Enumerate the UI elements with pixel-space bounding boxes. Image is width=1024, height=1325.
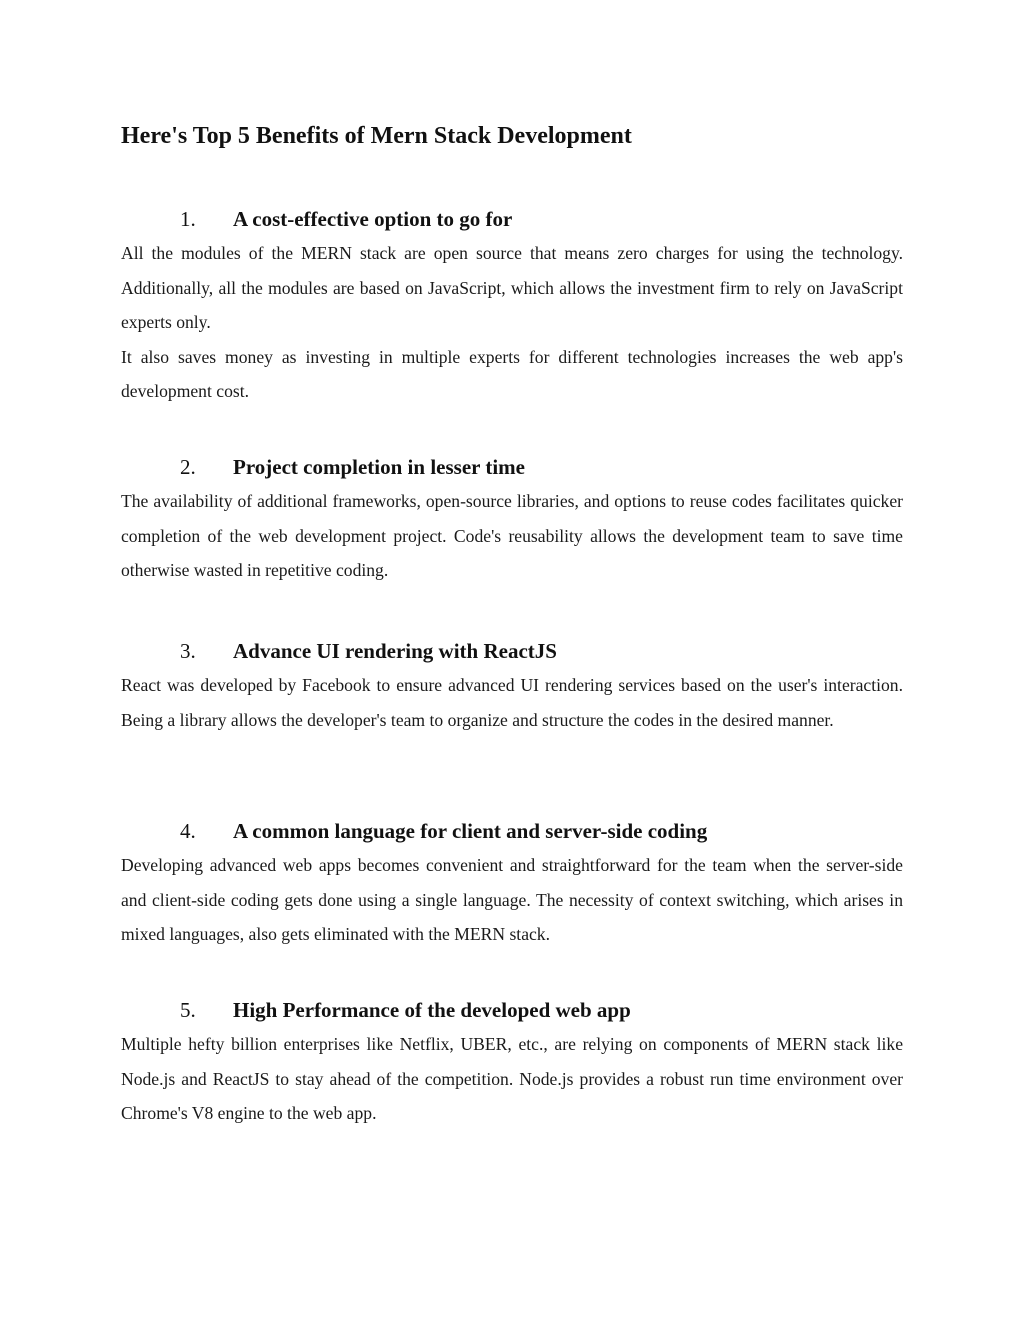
section-paragraph: React was developed by Facebook to ensure advanced UI rendering services based on the user's interaction. Being a library allows the developer's team to organize and structure the codes in the desired manner. [121, 675, 903, 730]
section-title: High Performance of the developed web app [233, 998, 631, 1022]
section-project-completion [121, 450, 903, 588]
section-number: 2. [180, 455, 196, 479]
section-heading [121, 634, 903, 668]
section-number: 4. [180, 819, 196, 843]
section-paragraph: It also saves money as investing in multiple experts for different technologies increases the web app's development cost. [121, 346, 903, 402]
section-title: Project completion in lesser time [233, 455, 525, 479]
section-heading [121, 450, 903, 484]
section-title: A cost-effective option to go for [233, 207, 513, 231]
section-high-performance [121, 993, 903, 1131]
section-paragraph: All the modules of the MERN stack are open source that means zero charges for using the technology. Additionally, all the modules are based on JavaScript, which allows the investment firm to rely on JavaScript experts only. [121, 243, 903, 333]
section-number: 5. [180, 998, 196, 1022]
section-heading [121, 202, 903, 236]
section-cost-effective [121, 202, 903, 409]
section-title: A common language for client and server-side coding [233, 819, 708, 843]
section-paragraph: The availability of additional frameworks, open-source libraries, and options to reuse codes facilitates quicker completion of the web development project. Code's reusability allows the development team to save time otherwise wasted in repetitive coding. [121, 491, 903, 581]
section-paragraph: Multiple hefty billion enterprises like Netflix, UBER, etc., are relying on components of MERN stack like Node.js and ReactJS to stay ahead of the competition. Node.js provides a robust run time environment over Chrome's V8 engine to the web app. [121, 1034, 903, 1124]
section-paragraph: Developing advanced web apps becomes convenient and straightforward for the team when the server-side and client-side coding gets done using a single language. The necessity of context switching, which arises in mixed languages, also gets eliminated with the MERN stack. [121, 855, 903, 945]
page-title: Here's Top 5 Benefits of Mern Stack Development [121, 123, 632, 149]
section-heading [121, 814, 903, 848]
section-number: 1. [180, 207, 196, 231]
section-title: Advance UI rendering with ReactJS [233, 639, 557, 663]
section-ui-rendering [121, 634, 903, 737]
section-common-language [121, 814, 903, 952]
section-number: 3. [180, 639, 196, 663]
section-heading [121, 993, 903, 1027]
